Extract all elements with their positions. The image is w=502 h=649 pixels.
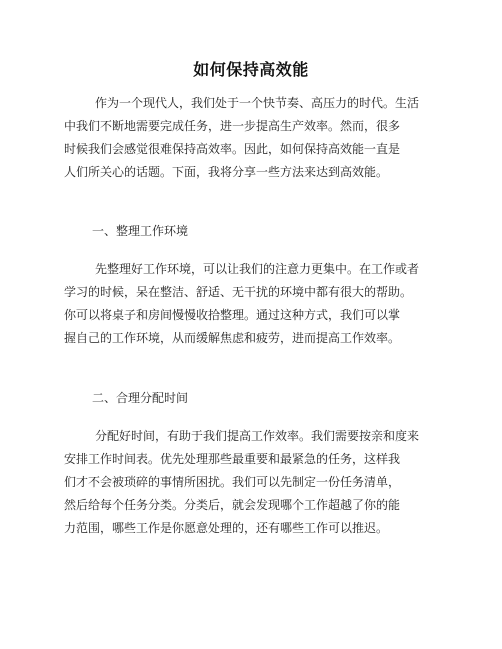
intro-line: 人们所关心的话题。下面，我将分享一些方法来达到高效能。 [64, 165, 389, 179]
section-line: 然后给每个任务分类。分类后，就会发现哪个工作超越了你的能 [64, 498, 401, 512]
section-heading: 一、整理工作环境 [92, 224, 189, 238]
section-line: 先整理好工作环境，可以让我们的注意力更集中。在工作或者 [95, 262, 420, 276]
section-line: 分配好时间，有助于我们提高工作效率。我们需要按亲和度来 [95, 429, 420, 443]
section-line: 握自己的工作环境，从而缓解焦虑和疲劳，进而提高工作效率。 [64, 331, 401, 345]
section-line: 们才不会被琐碎的事情所困扰。我们可以先制定一份任务清单， [64, 475, 401, 489]
section-line: 你可以将桌子和房间慢慢收拾整理。通过这种方式，我们可以掌 [64, 308, 401, 322]
section-line: 学习的时候，呆在整洁、舒适、无干扰的环境中都有很大的帮助。 [64, 285, 413, 299]
section-heading: 二、合理分配时间 [92, 391, 189, 405]
intro-line: 时候我们会感觉很难保持高效率。因此，如何保持高效能一直是 [64, 142, 401, 156]
intro-line: 中我们不断地需要完成任务，进一步提高生产效率。然而，很多 [64, 119, 401, 133]
page-title: 如何保持高效能 [193, 60, 309, 79]
intro-line: 作为一个现代人，我们处于一个快节奏、高压力的时代。生活 [95, 96, 420, 110]
section-line: 安排工作时间表。优先处理那些最重要和最紧急的任务，这样我 [64, 452, 401, 466]
section-line: 力范围，哪些工作是你愿意处理的，还有哪些工作可以推迟。 [64, 521, 389, 535]
